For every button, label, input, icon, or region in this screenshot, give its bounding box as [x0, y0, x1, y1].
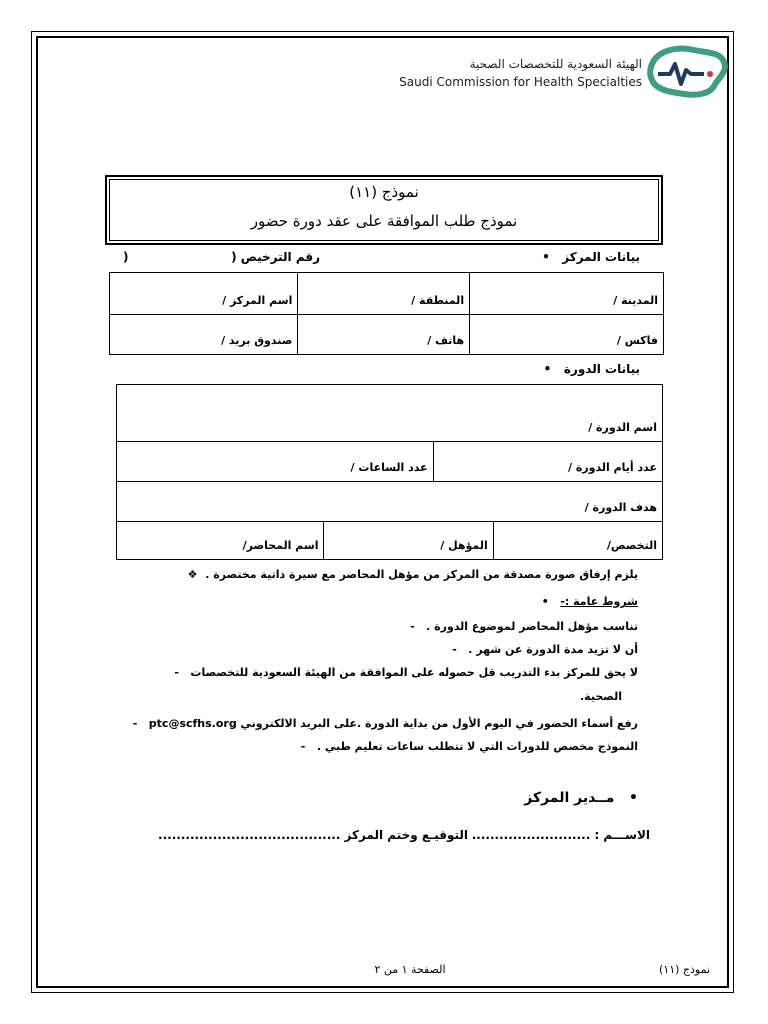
fax-field[interactable]: فاكس /: [470, 315, 664, 355]
org-name-ar: الهيئة السعودية للتخصصات الصحية: [469, 57, 642, 71]
lecturer-field[interactable]: اسم المحاضر/: [117, 522, 324, 560]
condition-item-cont: الصحية.: [579, 690, 622, 703]
form-title: نموذج طلب الموافقة على عقد دورة حضور: [250, 212, 518, 230]
center-section-heading: بيانات المركز •: [542, 250, 640, 264]
condition-item: أن لا تزيد مدة الدورة عن شهر . -: [452, 643, 638, 656]
license-close: ): [123, 250, 129, 264]
course-section-heading: بيانات الدورة •: [543, 362, 640, 376]
scfhs-logo-icon: [644, 44, 730, 100]
phone-field[interactable]: هاتف /: [298, 315, 470, 355]
footer-form-number: نموذج (١١): [658, 963, 710, 976]
city-field[interactable]: المدينة /: [470, 273, 664, 315]
goal-field[interactable]: هدف الدورة /: [117, 482, 663, 522]
org-name-en: Saudi Commission for Health Specialties: [399, 75, 642, 89]
condition-item: تناسب مؤهل المحاضر لموضوع الدورة . -: [410, 620, 638, 633]
attachment-note: يلزم إرفاق صورة مصدقة من المركز من مؤهل المحاضر مع سيرة ذاتية مختصرة . ❖: [187, 568, 638, 581]
condition-item: رفع أسماء الحضور في اليوم الأول من بداية الدورة .على البريد الالكتروني ptc@scfhs.org -: [132, 717, 638, 730]
license-label: رقم الترخيص (: [231, 250, 320, 264]
condition-item: النموذج مخصص للدورات التي لا تتطلب ساعات تعليم طبي . -: [300, 740, 638, 753]
stamp-signature-line[interactable]: التوقيـع وختم المركز ........................................: [158, 828, 468, 842]
form-number-title: نموذج (١١): [349, 183, 419, 201]
qualification-field[interactable]: المؤهل /: [324, 522, 493, 560]
specialty-field[interactable]: التخصص/: [493, 522, 662, 560]
po-box-field[interactable]: صندوق بريد /: [110, 315, 298, 355]
center-name-field[interactable]: اسم المركز /: [110, 273, 298, 315]
manager-heading: • مــدير المركز: [524, 790, 638, 806]
course-table: [116, 384, 663, 560]
name-signature-line[interactable]: الاســـم : ..........................: [471, 828, 650, 842]
course-name-field[interactable]: اسم الدورة /: [117, 385, 663, 442]
page-number: الصفحة ١ من ٢: [374, 963, 446, 976]
center-table: [109, 272, 664, 355]
region-field[interactable]: المنطقة /: [298, 273, 470, 315]
general-conditions-heading: شروط عامة :- •: [541, 595, 638, 608]
condition-item: لا يحق للمركز بدء التدريب قل حصوله على الموافقة من الهيئة السعودية للتخصصات -: [174, 666, 638, 679]
hours-field[interactable]: عدد الساعات /: [117, 442, 434, 482]
days-field[interactable]: عدد أيام الدورة /: [433, 442, 662, 482]
